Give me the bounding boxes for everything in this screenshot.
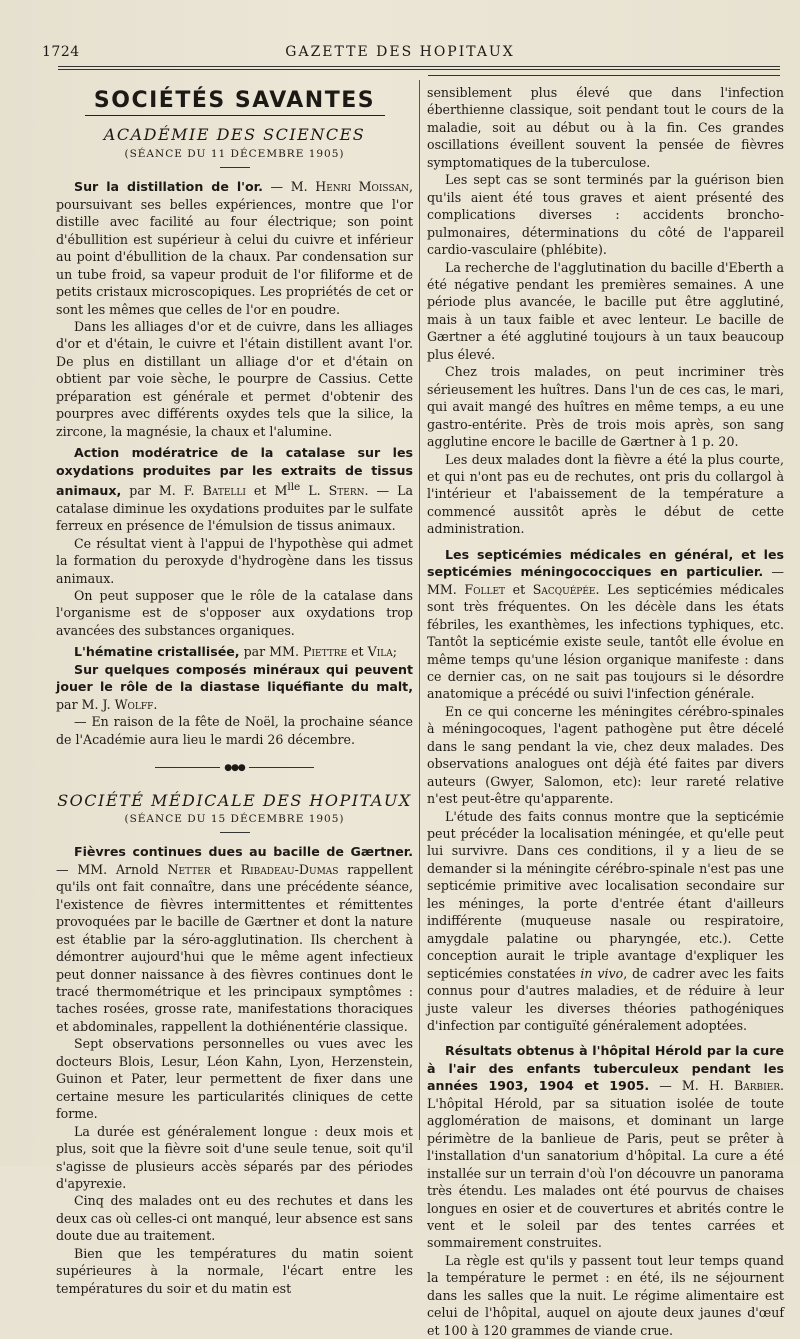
paragraph: Les deux malades dont la fièvre a été la plus courte, et qui n'ont pas eu de rechutes, ont pris du collargol à l'intérieur et l'abaissement de la température a commencé aussitôt après le début de cette administration. [427,451,784,537]
article-heading: L'hématine cristallisée, [74,644,240,660]
paragraph: sensiblement plus élevé que dans l'infection éberthienne classique, soit pendant tout le cours de la maladie, soit au début ou à la fin. Ces grandes oscillations éveillent souvent la pensée de fièvres symptomatiques de la tuberculose. [427,85,784,170]
article-distillation-or: Sur la distillation de l'or. — M. Henri Moissan, poursuivant ses belles expériences, montre que l'or distille avec facilité au four électrique; son point d'ébullition est supérieur à celui du cuivre et inférieur au point d'ébullition de la chaux. Par condensation sur un tube froid, sa vapeur produit de l'or filiforme et de petits cristaux microscopiques. Les propriétés de cet or sont les mêmes que celles de l'or en poudre. [56,179,413,317]
article-heading: Sur quelques composés minéraux qui peuvent jouer le rôle de la diastase liquéfiante du malt, [56,661,413,695]
author-name: Piettre [302,644,348,660]
paragraph: L'étude des faits connus montre que la septicémie peut précéder la localisation méningée, et qu'elle peut lui survivre. Dans ces conditions, il y a lieu de se demander si la méningite cérébro-spinale n'est pas une septicémie primitive avec localisation secondaire sur les méninges, la porte d'entrée étant d'ailleurs indifférente (muqueuse nasale ou respiratoire, amygdale palatine ou pharyngée, etc.). Cette conception aurait le triple avantage d'expliquer les septicémies constatées in vivo, de cadrer avec les faits connus pour d'autres maladies, et de réduire à leur juste valeur les diverses théories pathogéniques d'infection par contiguïté généralement adoptées. [427,808,784,1034]
author-name: Wolff [114,696,154,712]
paragraph: Les sept cas se sont terminés par la guérison bien qu'ils aient été tous graves et aient présenté des complications diverses : accidents broncho-pulmonaires, déterminations du côté de l'appareil cardio-vasculaire (phlébite). [427,172,784,258]
column-divider [419,80,420,1140]
title-rule [85,115,385,116]
right-column [427,84,784,1339]
author-name: Henri Moissan [315,179,409,195]
page-number: 1724 [42,44,80,60]
paragraph: Chez trois malades, on peut incriminer très sérieusement les huîtres. Dans l'un de ces cas, le mari, qui avait mangé des huîtres en même temps, a eu une gastro-entérite. Près de trois mois après, son sang agglutine encore le bacille de Gærtner à 1 p. 20. [427,364,784,450]
running-title: GAZETTE DES HOPITAUX [285,44,515,60]
header-rule [58,66,780,70]
paragraph: Ce résultat vient à l'appui de l'hypothèse qui admet la formation du peroxyde d'hydrogène dans les tissus animaux. [56,535,413,586]
paragraph: La règle est qu'ils y passent tout leur temps quand la température le permet : en été, ils ne séjournent dans les salles que la nuit. Le régime alimentaire est celui de l'hôpital, auquel on ajoute deux jaunes d'œuf et 100 à 120 grammes de viande crue. [427,1252,784,1338]
article-hematine: L'hématine cristallisée, par MM. Piettre et Vila; [74,644,398,660]
article-hopital-herold: Résultats obtenus à l'hôpital Hérold par la cure à l'air des enfants tuberculeux pendant les années 1903, 1904 et 1905. — M. H. Barbier. L'hôpital Hérold, par sa situation isolée de toute agglomération de maisons, et dominant un large périmètre de la banlieue de Paris, peut se prêter à l'installation d'un sanatorium d'hôpital. La cure a été installée sur un terrain d'où l'on découvre un panorama très étendu. Les malades ont été pourvus de chaises longues en osier et de couvertures et abrités contre le vent et le soleil par des tentes carrées et sommairement construites. [427,1043,784,1251]
author-name: Netter [167,861,211,877]
article-catalase: Action modératrice de la catalase sur les oxydations produites par les extraits de tissus animaux, par M. F. Batelli et $M^{lle}$ L. Stern. — La catalase diminue les oxydations produites par le sulfate ferreux en présence de l'émulsion de tissus animaux. [56,445,413,534]
article-heading: Sur la distillation de l'or. [74,179,263,195]
paragraph: La durée est généralement longue : deux mois et plus, soit que la fièvre soit d'une seule tenue, soit qu'il s'agisse de plusieurs accès séparés par des périodes d'apyrexie. [56,1123,413,1192]
section-title-societe-medicale: SOCIÉTÉ MÉDICALE DES HOPITAUX [57,790,412,810]
short-rule [220,167,250,168]
session-date-societe: (SÉANCE DU 15 DÉCEMBRE 1905) [124,812,345,825]
author-name: Vila [367,644,393,660]
author-name: Barbier [733,1078,780,1094]
author-name: L. Stern [300,483,365,499]
paragraph: Dans les alliages d'or et de cuivre, dans les alliages d'or et d'étain, le cuivre et l'étain distillent avant l'or. De plus en distillant un alliage d'or et d'étain on obtient par voie sèche, le pourpre de Cassius. Cette préparation est générale et permet d'obtenir des pourpres avec différents oxydes tels que la silice, la zircone, la magnésie, la chaux et l'alumine. [56,318,413,439]
paragraph: Cinq des malades ont eu des rechutes et dans les deux cas où celles-ci ont manqué, leur absence est sans doute due au traitement. [56,1193,413,1244]
left-column [56,84,413,1297]
ornament-divider: ●●● [56,760,413,777]
paragraph: La recherche de l'agglutination du bacille d'Eberth a été négative pendant les premières semaines. A une période plus avancée, le bacille put être agglutiné, mais à un taux faible et avec lenteur. Le bacille de Gærtner a été agglutiné toujours à un taux beaucoup plus élevé. [427,259,784,362]
paragraph: En ce qui concerne les méningites cérébro-spinales à méningocoques, l'agent pathogène put être décelé dans le sang pendant la vie, chez deux malades. Des observations analogues ont déjà été faites par divers auteurs (Gwyer, Salomon, etc): leur rareté relative n'est peut-être qu'apparente. [427,703,784,807]
author-name: Batelli [202,483,246,499]
paragraph: Bien que les températures du matin soient supérieures à la normale, l'écart entre les températures du soir et du matin est [56,1245,413,1296]
article-septicemies: Les septicémies médicales en général, et les septicémies méningococciques en particulier. — MM. Follet et Sacquépée. Les septicémies médicales sont très fréquentes. On les décèle dans les états fébriles, les exanthèmes, les infections typhiques, etc. Tantôt la septicémie existe seule, tantôt elle évolue en même temps qu'une lésion organique manifeste : dans ce dernier cas, on ne sait pas toujours si le désordre anatomique a précédé ou suivi l'infection générale. [427,546,784,702]
paragraph: — En raison de la fête de Noël, la prochaine séance de l'Académie aura lieu le mardi 26 décembre. [56,714,413,747]
article-fievres-gaertner: Fièvres continues dues au bacille de Gærtner. — MM. Arnold Netter et Ribadeau-Dumas rappellent qu'ils ont fait connaître, dans une précédente séance, l'existence de fièvres intermittentes et rémittentes provoquées par le bacille de Gærtner et dont la nature est établie par la séro-agglutination. Ils cherchent à démontrer aujourd'hui que le même agent infectieux peut donner naissance à des fièvres continues dont le tracé thermométrique et les principaux symptômes : taches rosées, grosse rate, manifestations thoraciques et abdominales, rappellent la dothiénentérie classique. [56,844,413,1034]
article-diastase: Sur quelques composés minéraux qui peuvent jouer le rôle de la diastase liquéfiante du malt, par M. J. Wolff. [56,661,413,712]
article-heading: Action modératrice de la catalase sur les oxydations produites par les extraits de tissus animaux, [56,445,413,499]
right-column-rule [428,75,780,76]
author-name: Follet [464,581,506,597]
paragraph: On peut supposer que le rôle de la catalase dans l'organisme est de s'opposer aux oxydations trop avancées des substances organiques. [56,587,413,638]
session-date-academie: (SÉANCE DU 11 DÉCEMBRE 1905) [124,147,345,160]
article-heading: Résultats obtenus à l'hôpital Hérold par la cure à l'air des enfants tuberculeux pendant les années 1903, 1904 et 1905. [427,1043,784,1094]
author-name: Ribadeau-Dumas [240,861,339,877]
article-heading: Les septicémies médicales en général, et les septicémies méningococciques en particulier. [427,546,784,580]
article-heading: Fièvres continues dues au bacille de Gærtner. [74,844,413,860]
paragraph: Sept observations personnelles ou vues avec les docteurs Blois, Lesur, Léon Kahn, Lyon, Herzenstein, Guinon et Pater, leur permettent de fixer dans une certaine mesure les particularités cliniques de cette forme. [56,1036,413,1122]
author-name: Sacquépée [532,581,596,597]
section-title-academie: ACADÉMIE DES SCIENCES [103,125,366,145]
short-rule [220,832,250,833]
main-title: SOCIÉTÉS SAVANTES [93,88,376,113]
